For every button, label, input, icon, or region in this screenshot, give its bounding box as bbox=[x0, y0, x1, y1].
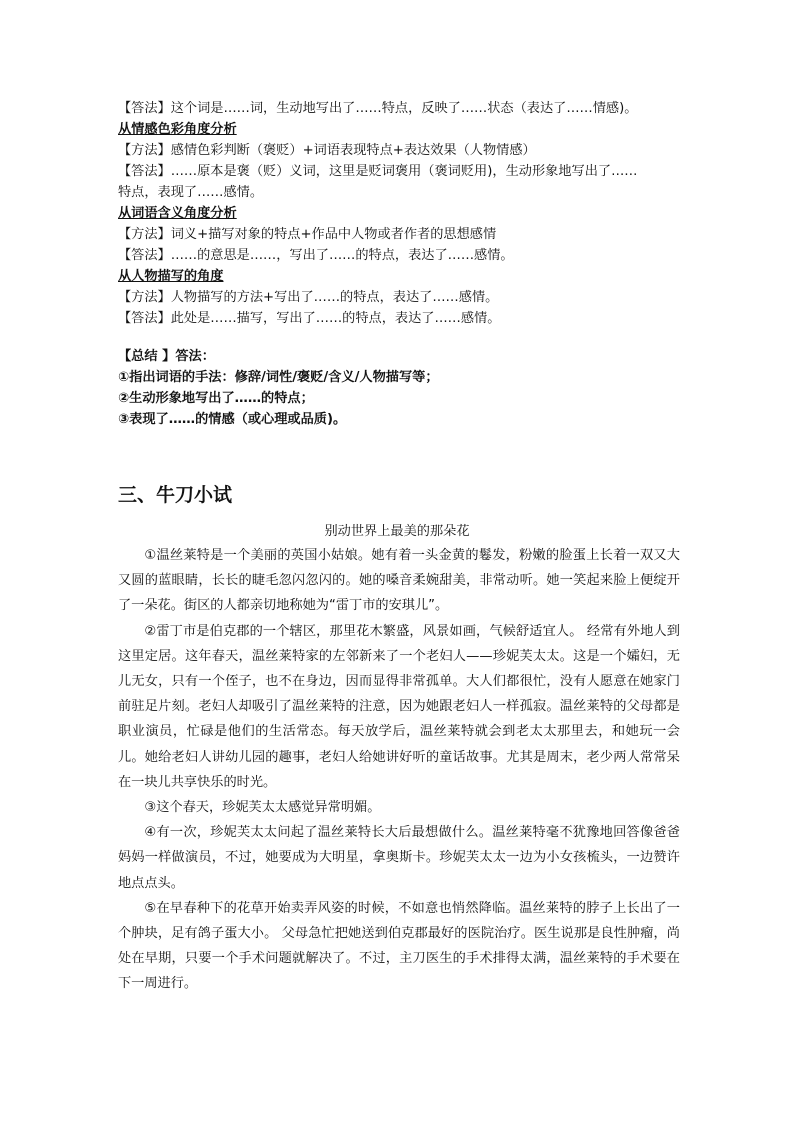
heading-emotion-color: 从情感色彩角度分析 bbox=[118, 122, 237, 137]
method-line: 【方法】感情色彩判断（褒贬）+词语表现特点+表达效果（人物情感） bbox=[118, 143, 536, 158]
story-paragraph: ②雷丁市是伯克郡的一个辖区，那里花木繁盛，风景如画，气候舒适宜人。 经常有外地人到这里定居。这年春天，温丝莱特家的左邻新来了一个老妇人——珍妮芙太太。这是一个孀妇，无儿无女，只有一个侄子，也不在身边，因而显得非常孤单。大人们都很忙，没有人愿意在她家门前驻足片刻。老妇人却吸引了温丝莱特的注意，因为她跟老妇人一样孤寂。温丝莱特的父母都是职业演员，忙碌是他们的生活常态。每天放学后，温丝莱特就会到老太太那里去，和她玩一会儿。她给老妇人讲幼儿园的趣事，老妇人给她讲好听的童话故事。尤其是周末，老少两人常常呆在一块儿共享快乐的时光。 bbox=[118, 623, 680, 790]
story-body bbox=[118, 543, 680, 997]
method-line: 【方法】词义+描写对象的特点+作品中人物或者作者的思想感情 bbox=[118, 227, 497, 242]
summary-item: ②生动形象地写出了……的特点； bbox=[118, 391, 314, 406]
answer-line-cont: 特点，表现了……感情。 bbox=[118, 185, 264, 200]
story-paragraph: ①温丝莱特是一个美丽的英国小姑娘。她有着一头金黄的鬈发，粉嫩的脸蛋上长着一双又大又圆的蓝眼睛，长长的睫毛忽闪忽闪的。她的嗓音柔婉甜美，非常动听。她一笑起来脸上便绽开了一朵花。街区的人都亲切地称她为“雷丁市的安琪儿”。 bbox=[118, 548, 680, 614]
answer-line: 【答法】……的意思是……，写出了……的特点，表达了……感情。 bbox=[118, 248, 514, 263]
answer-line: 【答法】……原本是褒（贬）义词，这里是贬词褒用（褒词贬用)，生动形象地写出了…… bbox=[118, 164, 638, 179]
heading-word-meaning: 从词语含义角度分析 bbox=[118, 206, 237, 221]
answer-methods-block bbox=[118, 98, 688, 329]
answer-line: 【答法】这个词是……词，生动地写出了……特点，反映了……状态（表达了……情感)。 bbox=[118, 101, 638, 116]
heading-character-description: 从人物描写的角度 bbox=[118, 269, 224, 284]
summary-title: 【总结 】答法： bbox=[118, 349, 215, 364]
summary-item: ①指出词语的手法：修辞/词性/褒贬/含义/人物描写等； bbox=[118, 370, 439, 385]
section-title: 三、牛刀小试 bbox=[118, 484, 233, 506]
story-title: 别动世界上最美的那朵花 bbox=[324, 524, 470, 539]
story-paragraph: ⑤在早春种下的花草开始卖弄风姿的时候，不如意也悄然降临。温丝莱特的脖子上长出了一个肿块，足有鸽子蛋大小。 父母急忙把她送到伯克郡最好的医院治疗。医生说那是良性肿瘤，尚处在早期，只要一个手术问题就解决了。不过，主刀医生的手术排得太满，温丝莱特的手术要在下一周进行。 bbox=[118, 900, 680, 992]
story-paragraph: ③这个春天，珍妮芙太太感觉异常明媚。 bbox=[144, 800, 381, 816]
method-line: 【方法】人物描写的方法+写出了……的特点，表达了……感情。 bbox=[118, 290, 499, 305]
summary-item: ③表现了……的情感（或心理或品质)。 bbox=[118, 412, 347, 427]
answer-line: 【答法】此处是……描写，写出了……的特点，表达了……感情。 bbox=[118, 311, 501, 326]
summary-block bbox=[118, 346, 688, 430]
story-paragraph: ④有一次，珍妮芙太太问起了温丝莱特长大后最想做什么。温丝莱特毫不犹豫地回答像爸爸妈妈一样做演员，不过，她要成为大明星，拿奥斯卡。珍妮芙太太一边为小女孩梳头，一边赞许地点点头。 bbox=[118, 825, 680, 891]
